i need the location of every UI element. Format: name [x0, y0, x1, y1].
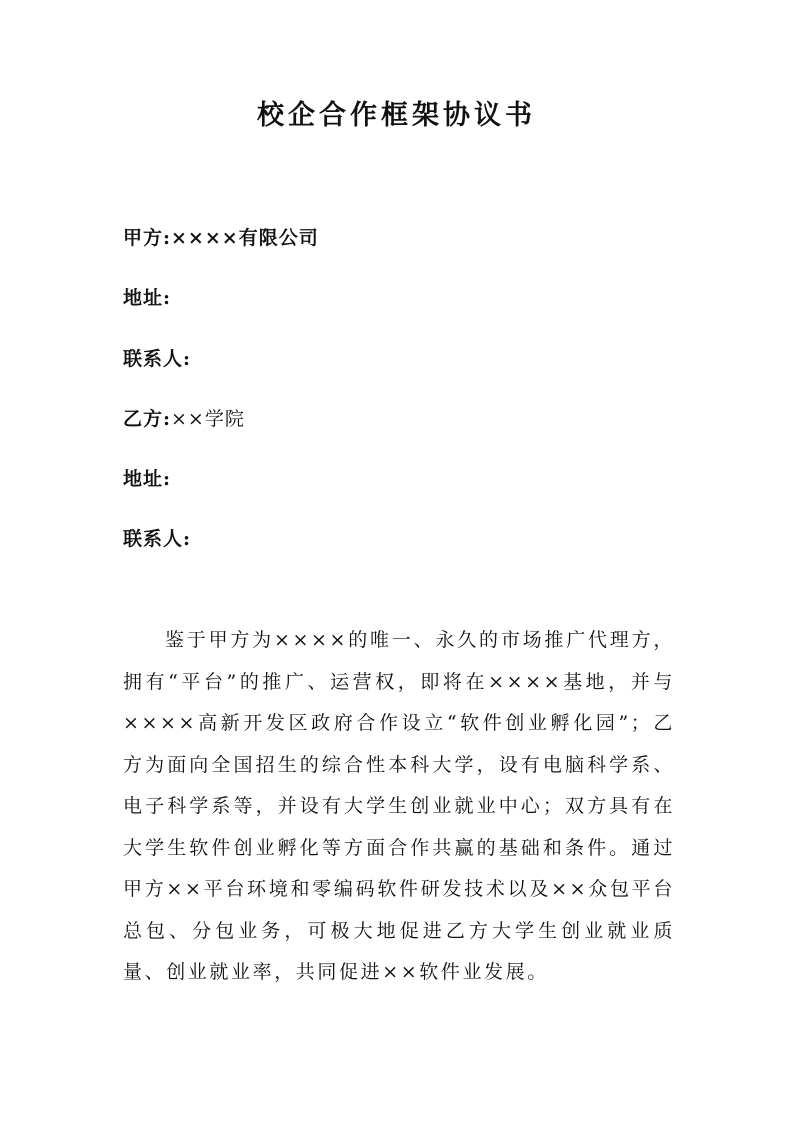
- party-a-line: [123, 224, 319, 252]
- party-b-line: [123, 405, 245, 433]
- party-b-address: 地址:: [123, 468, 172, 490]
- document-title: 校企合作框架协议书: [257, 100, 536, 131]
- party-b-contact: 联系人:: [123, 528, 192, 550]
- agreement-paragraph: 鉴于甲方为××××的唯一、永久的市场推广代理方，拥有“平台”的推广、运营权，即将在××××基地，并与××××高新开发区政府合作设立“软件创业孵化园”；乙方为面向全国招生的综合性本科大学，设有电脑科学系、电子科学系等，并设有大学生创业就业中心；双方具有在大学生软件创业孵化等方面合作共赢的基础和条件。通过甲方××平台环境和零编码软件研发技术以及××众包平台总包、分包业务，可极大地促进乙方大学生创业就业质量、创业就业率，共同促进××软件业发展。: [123, 629, 675, 983]
- party-b-name: ××学院: [171, 408, 245, 430]
- party-a-contact: 联系人:: [123, 348, 192, 370]
- party-b-label: 乙方:: [123, 408, 172, 430]
- party-a-name: ××××有限公司: [171, 227, 319, 249]
- party-a-address: 地址:: [123, 287, 172, 309]
- party-a-label: 甲方:: [123, 227, 172, 249]
